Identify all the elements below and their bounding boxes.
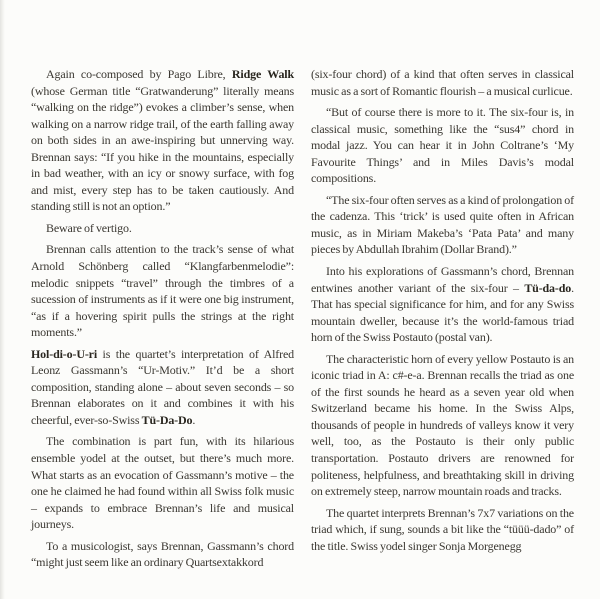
left-column (31, 66, 294, 576)
paragraph (311, 66, 574, 99)
body-text: . (192, 412, 196, 427)
text-block (31, 66, 574, 576)
paragraph (31, 346, 294, 429)
paragraph (31, 433, 294, 532)
scan-edge-shadow (0, 0, 5, 599)
body-text: . That has special significance for him, and for any Swiss mountain dweller, because it’s the world-famous triad horn of the Swiss Postauto (postal van). (311, 280, 574, 345)
body-text: (whose German title “Gratwanderung” literally means “walking on the ridge”) evokes a climber’s sense, when walking on a narrow ridge trail, of the earth falling away on both sides in an awe-inspiring but unnerving way. Brennan says: “If you hike in the mountains, especially in bad weather, with an icy or snowy surface, with fog and mist, every step has to be taken cautiously. And standing still is not an option.” (31, 83, 294, 214)
body-text: “But of course there is more to it. The six-four is, in classical music, something like the “sus4” chord in modal jazz. You can hear it in John Coltrane’s ‘My Favourite Things’ and in Miles Davis’s modal compositions. (311, 105, 574, 186)
paragraph (311, 351, 574, 500)
body-text: The combination is part fun, with its hilarious ensemble yodel at the outset, but there’s much more. What starts as an evocation of Gassmann’s motive – the one he claimed he had found within all Swiss folk music – expands to embrace Brennan’s life and musical journeys. (31, 434, 294, 532)
paragraph (31, 241, 294, 340)
body-text: “The six-four often serves as a kind of prolongation of the cadenza. This ‘trick’ is used quite often in African music, as in Miriam Makeba’s ‘Pata Pata’ and many pieces by Abdullah Ibrahim (Dollar Brand).” (311, 192, 574, 257)
body-text: Into his explorations of Gassmann’s chord, Brennan entwines another variant of the six-four – (311, 264, 574, 295)
bold-text: Ridge Walk (231, 67, 295, 81)
body-text: The quartet interprets Brennan’s 7x7 variations on the triad which, if sung, sounds a bit like the “tüüü-dado” of the title. Swiss yodel singer Sonja Morgenegg (311, 505, 574, 553)
body-text: (six-four chord) of a kind that often serves in classical music as a sort of Romantic flourish – a musical curlicue. (311, 67, 574, 98)
bold-text: Tü-da-do (524, 280, 572, 295)
bold-text: Hol-di-o-U-ri (31, 346, 98, 361)
body-text: Brennan calls attention to the track’s sense of what Arnold Schönberg called “Klangfarbenmelodie”: melodic snippets “travel” through the timbres of a sucession of instruments as if it were one big instrument, “as if a hovering spirit pulls the strings at the right moments.” (31, 242, 294, 340)
right-column (311, 66, 574, 576)
paragraph (311, 263, 574, 346)
body-text: To a musicologist, says Brennan, Gassmann’s chord “might just seem like an ordinary Quartsextakkord (31, 538, 294, 570)
paragraph (311, 505, 574, 555)
paragraph (31, 220, 294, 237)
body-text: is the quartet’s interpretation of Alfred Leonz Gassmann’s “Ur-Motiv.” It’d be a short composition, standing alone – about seven seconds – so Brennan elaborates on it and combines it with his cheerful, ever-so-Swiss (31, 346, 294, 427)
body-text: Again co-composed by Pago Libre, (46, 67, 232, 81)
body-text: Beware of vertigo. (46, 220, 132, 235)
paragraph (311, 192, 574, 258)
paragraph (31, 538, 294, 571)
paragraph (31, 66, 294, 215)
bold-text: Tü-Da-Do (141, 412, 193, 427)
body-text: The characteristic horn of every yellow Postauto is an iconic triad in A: c#-e-a. Brennan recalls the triad as one of the first sounds he heard as a seven year old when Switzerland became his home. In the Swiss Alps, thousands of people in hundreds of valleys know it very well, too, as the Postauto is their only public transportation. Postauto drivers are renowned for politeness, helpfulness, and breathtaking skill in driving on extremely steep, narrow mountain roads and tracks. (311, 351, 574, 499)
paragraph (311, 104, 574, 187)
